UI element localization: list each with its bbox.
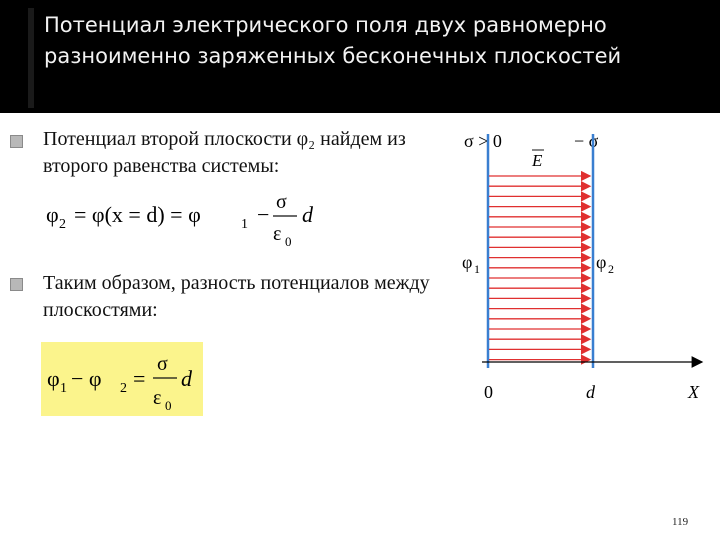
f2-den-sub: 0 — [165, 398, 172, 413]
title-bar — [0, 0, 720, 113]
f2-tail: d — [181, 366, 192, 391]
f2-a: φ — [47, 366, 60, 391]
f2-a-sub: 1 — [60, 381, 67, 396]
f1-den: ε — [273, 223, 282, 245]
label-d: d — [586, 382, 595, 402]
label-phi2-sub: 2 — [608, 262, 614, 276]
f2-num: σ — [157, 353, 168, 375]
field-lines — [489, 176, 590, 360]
f1-lhs-sub: 2 — [59, 217, 66, 232]
formula-phi2 — [40, 188, 330, 259]
label-right-charge: − σ — [574, 131, 599, 151]
label-phi1: φ — [462, 252, 473, 272]
result-formula-highlight — [41, 342, 203, 416]
field-diagram — [452, 122, 714, 409]
f1-tail: d — [302, 202, 313, 227]
bullet-marker — [10, 135, 23, 148]
slide-title: Потенциал электрического поля двух равномерно разноименно заряженных бесконечных плоскостей — [44, 13, 622, 68]
paragraph-1: Потенциал второй плоскости φ₂ найдем из второго равенства системы: — [43, 128, 406, 177]
f2-b-sub: 2 — [120, 381, 127, 396]
title-accent — [28, 8, 34, 108]
bullet-marker — [10, 278, 23, 291]
label-field: E — [532, 151, 543, 170]
f1-lhs: φ — [46, 202, 59, 227]
label-phi1-sub: 1 — [474, 262, 480, 276]
paragraph-2: Таким образом, разность потенциалов между плоскостями: — [43, 272, 430, 321]
f2-den: ε — [153, 387, 162, 409]
f1-num: σ — [276, 191, 287, 213]
label-origin: 0 — [484, 382, 493, 402]
label-x: X — [688, 382, 699, 402]
f1-den-sub: 0 — [285, 234, 292, 249]
f1-mid-sub: 1 — [241, 217, 248, 232]
f1-mid: = φ(x = d) = φ — [74, 202, 201, 227]
f1-minus: − — [257, 202, 270, 227]
f2-eq: = — [133, 366, 146, 391]
label-phi2: φ — [596, 252, 607, 272]
page-number: 119 — [672, 516, 689, 528]
f2-minus: − φ — [71, 366, 102, 391]
label-left-charge: σ > 0 — [464, 131, 502, 151]
